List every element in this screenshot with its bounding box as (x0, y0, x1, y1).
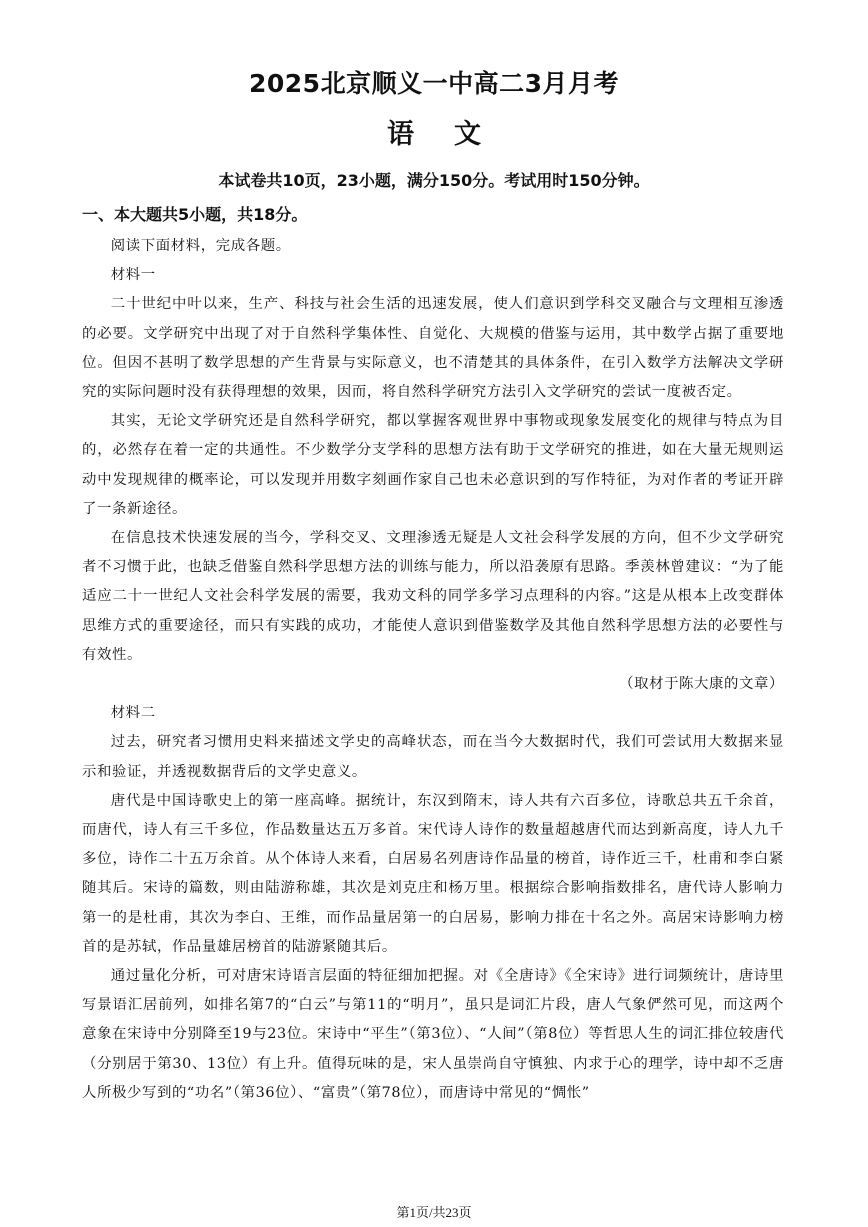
paragraph: 在信息技术快速发展的当今，学科交叉、文理渗透无疑是人文社会科学发展的方向，但不少文学研究者不习惯于此，也缺乏借鉴自然科学思想方法的训练与能力，所以沿袭原有思路。季羡林曾建议：“为了能适应二十一世纪人文社会科学发展的需要，我劝文科的同学多学习点理科的内容。”这是从根本上改变群体思维方式的重要途径，而只有实践的成功，才能使人意识到借鉴数学及其他自然科学思想方法的必要性与有效性。 (82, 530, 784, 663)
instruction-text: 阅读下面材料，完成各题。 (110, 238, 291, 254)
exam-title: 2025北京顺义一中高二3月月考 (249, 69, 619, 98)
paragraph: 通过量化分析，可对唐宋诗语言层面的特征细加把握。对《全唐诗》《全宋诗》进行词频统计，唐诗里写景语汇居前列，如排名第7的“白云”与第11的“明月”，虽只是词汇片段，唐人气象俨然可见，而这两个意象在宋诗中分别降至19与23位。宋诗中“平生”（第3位）、“人间”（第8位）等哲思人生的词汇排位较唐代（分别居于第30、13位）有上升。值得玩味的是，宋人虽崇尚自守慎独、内求于心的理学，诗中却不乏唐人所极少写到的“功名”（第36位）、“富贵”（第78位），而唐诗中常见的“惆怅” (82, 968, 784, 1101)
exam-info: 本试卷共10页，23小题，满分150分。考试用时150分钟。 (218, 171, 650, 190)
material-label: 材料一 (110, 267, 156, 284)
paragraph: 其实，无论文学研究还是自然科学研究，都以掌握客观世界中事物或现象发展变化的规律与特点为目的，必然存在着一定的共通性。不少数学分支学科的思想方法有助于文学研究的推进，如在大量无规则运动中发现规律的概率论，可以发现并用数字刻画作家自己也未必意识到的写作特征，为对作者的考证开辟了一条新途径。 (82, 413, 784, 517)
subject-title: 语文 (387, 119, 521, 150)
paragraph: 唐代是中国诗歌史上的第一座高峰。据统计，东汉到隋末，诗人共有六百多位，诗歌总共五千余首，而唐代，诗人有三千多位，作品数量达五万多首。宋代诗人诗作的数量超越唐代而达到新高度，诗人九千多位，诗作二十五万余首。从个体诗人来看，白居易名列唐诗作品量的榜首，诗作近三千，杜甫和李白紧随其后。宋诗的篇数，则由陆游称雄，其次是刘克庄和杨万里。根据综合影响指数排名，唐代诗人影响力第一的是杜甫，其次为李白、王维，而作品量居第一的白居易，影响力排在十名之外。高居宋诗影响力榜首的是苏轼，作品量雄居榜首的陆游紧随其后。 (82, 792, 784, 955)
paragraph: 过去，研究者习惯用史料来描述文学史的高峰状态，而在当今大数据时代，我们可尝试用大数据来显示和验证，并透视数据背后的文学史意义。 (82, 734, 784, 780)
page-indicator: 第1页/共23页 (396, 1205, 472, 1220)
section-heading: 一、本大题共5小题，共18分。 (82, 205, 308, 224)
material-label: 材料二 (110, 705, 156, 722)
passage-body (82, 232, 784, 1108)
paragraph: 二十世纪中叶以来，生产、科技与社会生活的迅速发展，使人们意识到学科交叉融合与文理相互渗透的必要。文学研究中出现了对于自然科学集体性、自觉化、大规模的借鉴与运用，其中数学占据了重要地位。但因不甚明了数学思想的产生背景与实际意义，也不清楚其的具体条件，在引入数学方法解决文学研究的实际问题时没有获得理想的效果，因而，将自然科学研究方法引入文学研究的尝试一度被否定。 (82, 296, 784, 401)
source-citation: （取材于陈大康的文章） (619, 676, 784, 693)
